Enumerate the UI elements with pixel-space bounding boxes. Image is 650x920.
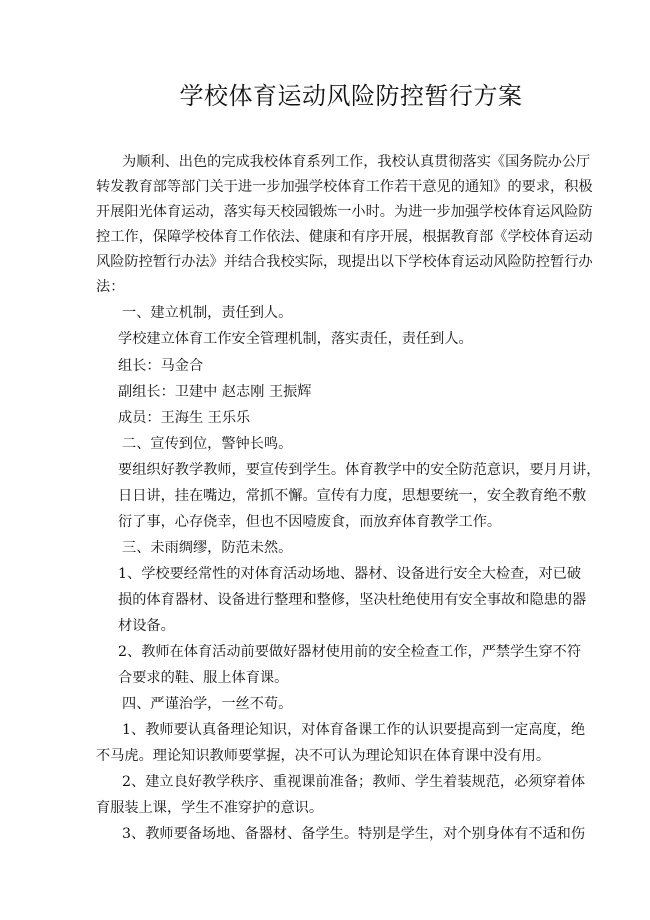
text-line: 1、学校要经常性的对体育活动场地、器材、设备进行安全大检查，对已破 [118,566,582,582]
text-line: 材设备。 [118,618,175,634]
text-line: 育服装上课，学生不准穿护的意识。 [96,800,324,816]
section-heading: 四、严谨治学，一丝不苟。 [122,696,293,712]
text-line: 损的体育器材、设备进行整理和整修，坚决杜绝使用有安全事故和隐患的器 [118,592,587,608]
document-title: 学校体育运动风险防控暂行方案 [179,82,523,110]
text-line: 合要求的鞋、服上体育课。 [118,670,289,686]
text-line: 3、教师要备场地、备器材、备学生。特别是学生，对个别身体有不适和伤 [122,826,586,842]
text-line: 不马虎。理论知识教师要掌握，决不可认为理论知识在体育课中没有用。 [96,748,551,764]
text-line: 风险防控暂行办法》并结合我校实际，现提出以下学校体育运动风险防控暂行办 [96,254,593,270]
text-line: 副组长：卫建中 赵志刚 王振辉 [118,384,312,400]
text-line: 成员：王海生 王乐乐 [118,410,251,426]
text-line: 开展阳光体育运动，落实每天校园锻炼一小时。为进一步加强学校体育运风险防 [96,204,593,220]
text-line: 日日讲，挂在嘴边，常抓不懈。宣传有力度，思想要统一，安全教育绝不敷 [118,488,587,504]
text-line: 为顺利、出色的完成我校体育系列工作，我校认真贯彻落实《国务院办公厅 [122,154,591,170]
text-line: 2、建立良好教学秩序、重视课前准备；教师、学生着装规范，必须穿着体 [122,774,586,790]
text-line: 学校建立体育工作安全管理机制，落实责任，责任到人。 [118,331,473,347]
text-line: 衍了事，心存侥幸，但也不因噎废食，而放弃体育教学工作。 [118,514,502,530]
text-line: 组长：马金合 [118,358,204,374]
text-line: 法： [96,279,125,295]
text-line: 1、教师要认真备理论知识，对体育备课工作的认识要提高到一定高度，绝 [122,722,586,738]
section-heading: 二、宣传到位，警钟长鸣。 [122,436,293,452]
text-line: 转发教育部等部门关于进一步加强学校体育工作若干意见的通知》的要求，积极 [96,179,593,195]
text-line: 控工作，保障学校体育工作依法、健康和有序开展，根据教育部《学校体育运动 [96,229,593,245]
text-line: 要组织好教学教师，要宣传到学生。体育教学中的安全防范意识，要月月讲， [118,462,601,478]
section-heading: 一、建立机制，责任到人。 [122,305,293,321]
section-heading: 三、未雨绸缪，防范未然。 [122,540,293,556]
text-line: 2、教师在体育活动前要做好器材使用前的安全检查工作，严禁学生穿不符 [118,644,582,660]
